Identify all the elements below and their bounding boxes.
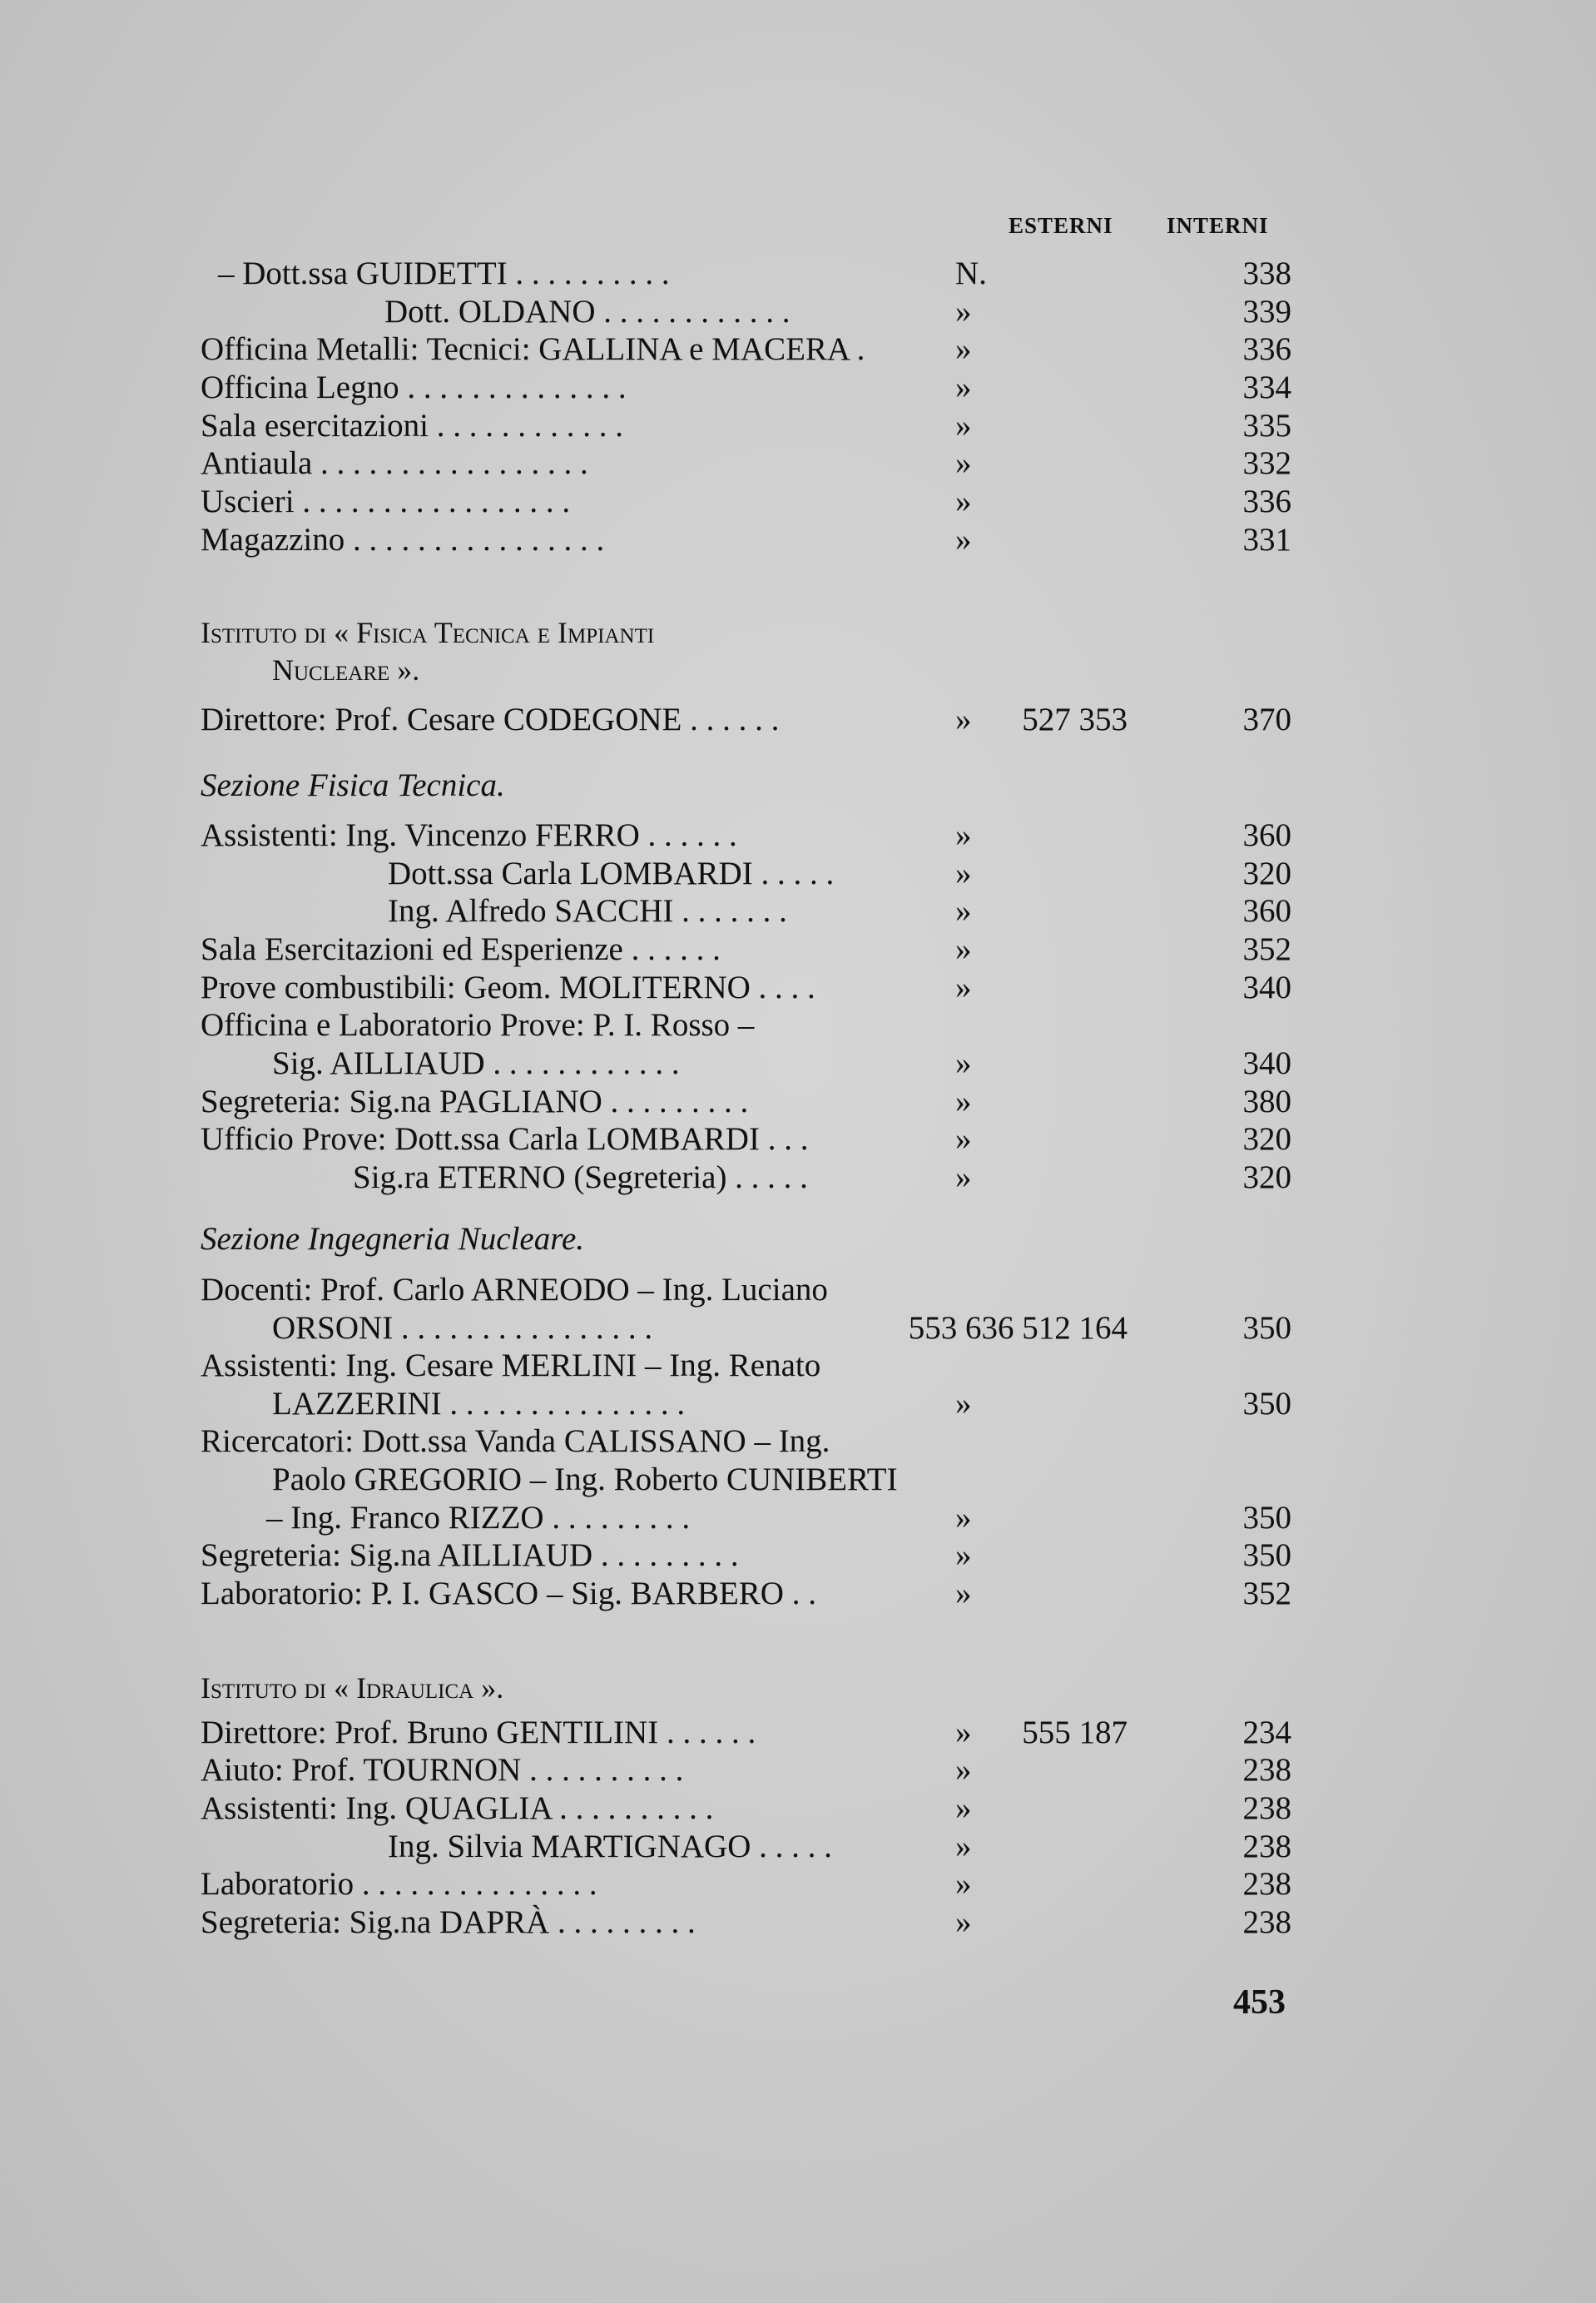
entry-mark: »	[955, 445, 972, 481]
entry-mark: »	[955, 331, 972, 367]
entry-internal: 336	[1242, 331, 1291, 367]
entry-internal: 238	[1242, 1752, 1291, 1788]
entry-label: – Dott.ssa GUIDETTI . . . . . . . . . .	[218, 256, 670, 291]
entry-internal: 370	[1242, 702, 1291, 737]
entry-mark: »	[955, 893, 972, 929]
entry-label: Ing. Silvia MARTIGNAGO . . . . .	[388, 1829, 832, 1864]
section-heading: Istituto di « Idraulica ».	[201, 1671, 504, 1705]
section-heading: Istituto di « Fisica Tecnica e Impianti	[201, 616, 655, 649]
list-item	[0, 1120, 1596, 1159]
entry-label: Dott. OLDANO . . . . . . . . . . . .	[384, 294, 791, 330]
entry-mark: »	[955, 1576, 972, 1611]
entry-mark: »	[955, 1159, 972, 1195]
entry-internal: 238	[1242, 1790, 1291, 1826]
entry-label: Paolo GREGORIO – Ing. Roberto CUNIBERTI	[272, 1462, 898, 1497]
list-item	[0, 1045, 1596, 1083]
entry-mark: »	[955, 1386, 972, 1422]
entry-mark: »	[955, 370, 972, 405]
column-header-esterni: ESTERNI	[1009, 213, 1113, 238]
entry-label: Direttore: Prof. Cesare CODEGONE . . . . . .	[201, 702, 780, 737]
entry-label: Antiaula . . . . . . . . . . . . . . . . .	[201, 445, 588, 481]
list-item	[0, 1385, 1596, 1423]
entry-mark: »	[955, 1084, 972, 1119]
entry-mark: »	[955, 294, 972, 330]
entry-label: Assistenti: Ing. Vincenzo FERRO . . . . . .	[201, 817, 737, 853]
list-item	[0, 1309, 1596, 1348]
entry-external: 553 636 512 164	[908, 1310, 1128, 1346]
list-item	[0, 892, 1596, 931]
entry-internal: 238	[1242, 1829, 1291, 1864]
list-item	[0, 1536, 1596, 1575]
entry-mark: »	[955, 484, 972, 519]
entry-internal: 320	[1242, 856, 1291, 891]
entry-label: Sig. AILLIAUD . . . . . . . . . . . .	[272, 1045, 680, 1081]
entry-mark: »	[955, 970, 972, 1005]
entry-label: Ricercatori: Dott.ssa Vanda CALISSANO – Ing.	[201, 1423, 830, 1459]
entry-internal: 340	[1242, 1045, 1291, 1081]
entry-label: Officina e Laboratorio Prove: P. I. Rosso –	[201, 1007, 755, 1043]
entry-mark: »	[955, 1866, 972, 1902]
entry-internal: 320	[1242, 1121, 1291, 1157]
entry-mark: »	[955, 856, 972, 891]
list-item	[0, 1461, 1596, 1499]
entry-internal: 360	[1242, 893, 1291, 929]
entry-label: Officina Metalli: Tecnici: GALLINA e MACERA .	[201, 331, 865, 367]
entry-internal: 338	[1242, 256, 1291, 291]
column-header-interni: INTERNI	[1167, 213, 1269, 238]
entry-internal: 350	[1242, 1386, 1291, 1422]
entry-mark: »	[955, 1715, 972, 1750]
entry-mark: »	[955, 1500, 972, 1536]
list-item	[0, 1083, 1596, 1121]
list-item	[0, 1828, 1596, 1866]
entry-label: LAZZERINI . . . . . . . . . . . . . . .	[272, 1386, 686, 1422]
entry-label: Dott.ssa Carla LOMBARDI . . . . .	[388, 856, 835, 891]
page-number: 453	[1233, 1983, 1286, 2022]
entry-internal: 339	[1242, 294, 1291, 330]
list-item	[0, 1751, 1596, 1789]
entry-label: Assistenti: Ing. QUAGLIA . . . . . . . . . .	[201, 1790, 714, 1826]
list-item	[0, 1903, 1596, 1942]
list-item	[0, 293, 1596, 331]
entry-mark: »	[955, 817, 972, 853]
list-item	[0, 1789, 1596, 1828]
entry-mark: »	[955, 1045, 972, 1081]
entry-mark: »	[955, 522, 972, 558]
entry-mark: »	[955, 1752, 972, 1788]
entry-internal: 350	[1242, 1310, 1291, 1346]
list-item	[0, 969, 1596, 1007]
entry-mark: »	[955, 1537, 972, 1573]
entry-label: Segreteria: Sig.na DAPRÀ . . . . . . . . .	[201, 1904, 696, 1940]
list-item	[0, 444, 1596, 483]
list-item	[0, 1865, 1596, 1903]
entry-label: Assistenti: Ing. Cesare MERLINI – Ing. Renato	[201, 1348, 821, 1383]
entry-internal: 238	[1242, 1866, 1291, 1902]
entry-label: Laboratorio . . . . . . . . . . . . . . .	[201, 1866, 597, 1902]
section-heading-cont: Nucleare ».	[272, 653, 420, 687]
subsection-heading: Sezione Ingegneria Nucleare.	[201, 1221, 585, 1257]
entry-mark: »	[955, 1790, 972, 1826]
subsection-heading: Sezione Fisica Tecnica.	[201, 767, 505, 803]
entry-internal: 340	[1242, 970, 1291, 1005]
entry-mark: N.	[955, 256, 987, 291]
entry-mark: »	[955, 1121, 972, 1157]
entry-label: Uscieri . . . . . . . . . . . . . . . . .	[201, 484, 571, 519]
entry-label: Officina Legno . . . . . . . . . . . . . .	[201, 370, 627, 405]
entry-label: Sala esercitazioni . . . . . . . . . . . .	[201, 408, 623, 444]
list-item	[0, 483, 1596, 521]
entry-internal: 350	[1242, 1537, 1291, 1573]
entry-label: ORSONI . . . . . . . . . . . . . . . .	[272, 1310, 653, 1346]
list-item	[0, 407, 1596, 445]
entry-mark: »	[955, 1829, 972, 1864]
list-item	[0, 1575, 1596, 1613]
entry-label: Segreteria: Sig.na AILLIAUD . . . . . . . . .	[201, 1537, 739, 1573]
entry-label: Docenti: Prof. Carlo ARNEODO – Ing. Luciano	[201, 1272, 828, 1308]
entry-internal: 350	[1242, 1500, 1291, 1536]
entry-label: Direttore: Prof. Bruno GENTILINI . . . . . .	[201, 1715, 756, 1750]
list-item	[0, 931, 1596, 969]
list-item	[0, 369, 1596, 407]
list-item	[0, 1159, 1596, 1197]
list-item	[0, 1499, 1596, 1537]
entry-internal: 380	[1242, 1084, 1291, 1119]
entry-internal: 320	[1242, 1159, 1291, 1195]
list-item	[0, 255, 1596, 293]
entry-external: 527 353	[1022, 702, 1128, 737]
list-item	[0, 1006, 1596, 1045]
entry-label: Segreteria: Sig.na PAGLIANO . . . . . . . . .	[201, 1084, 749, 1119]
list-item	[0, 1347, 1596, 1385]
list-item	[0, 1271, 1596, 1309]
entry-label: Magazzino . . . . . . . . . . . . . . . .	[201, 522, 605, 558]
entry-label: Ing. Alfredo SACCHI . . . . . . .	[388, 893, 787, 929]
entry-mark: »	[955, 408, 972, 444]
entry-internal: 234	[1242, 1715, 1291, 1750]
entry-label: Aiuto: Prof. TOURNON . . . . . . . . . .	[201, 1752, 684, 1788]
entry-internal: 360	[1242, 817, 1291, 853]
entry-external: 555 187	[1022, 1715, 1128, 1750]
list-item	[0, 330, 1596, 369]
entry-internal: 352	[1242, 1576, 1291, 1611]
entry-internal: 335	[1242, 408, 1291, 444]
entry-internal: 238	[1242, 1904, 1291, 1940]
entry-label: Prove combustibili: Geom. MOLITERNO . . . .	[201, 970, 815, 1005]
list-item	[0, 816, 1596, 855]
entry-label: Laboratorio: P. I. GASCO – Sig. BARBERO . .	[201, 1576, 816, 1611]
entry-internal: 334	[1242, 370, 1291, 405]
entry-mark: »	[955, 1904, 972, 1940]
list-item	[0, 855, 1596, 893]
list-item	[0, 1422, 1596, 1461]
entry-internal: 332	[1242, 445, 1291, 481]
entry-internal: 352	[1242, 931, 1291, 967]
list-item	[0, 1714, 1596, 1752]
entry-internal: 336	[1242, 484, 1291, 519]
entry-mark: »	[955, 931, 972, 967]
entry-label: Sala Esercitazioni ed Esperienze . . . . . .	[201, 931, 721, 967]
entry-label: – Ing. Franco RIZZO . . . . . . . . .	[266, 1500, 691, 1536]
entry-label: Sig.ra ETERNO (Segreteria) . . . . .	[353, 1159, 808, 1195]
entry-mark: »	[955, 702, 972, 737]
entry-label: Ufficio Prove: Dott.ssa Carla LOMBARDI . . .	[201, 1121, 809, 1157]
list-item	[0, 521, 1596, 559]
entry-internal: 331	[1242, 522, 1291, 558]
list-item	[0, 701, 1596, 739]
